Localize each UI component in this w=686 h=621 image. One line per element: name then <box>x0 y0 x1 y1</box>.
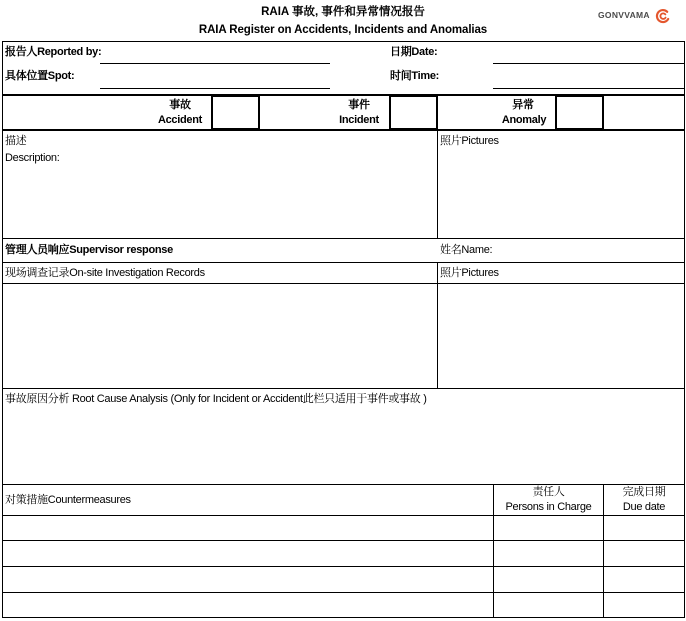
incident-checkbox[interactable] <box>389 96 438 129</box>
horizontal-rule <box>2 129 685 131</box>
countermeasures-label: 对策措施Countermeasures <box>5 494 131 506</box>
vertical-rule <box>437 131 438 238</box>
root-cause-label: 事故原因分析 Root Cause Analysis (Only for Incident or Accident此栏只适用于事件或事故 ) <box>5 393 427 405</box>
persons-in-charge-header-cn: 责任人 <box>532 486 565 498</box>
horizontal-rule <box>2 484 685 485</box>
swirl-logo-icon <box>655 8 671 24</box>
reported-by-label: 报告人Reported by: <box>5 46 102 58</box>
horizontal-rule <box>2 262 685 263</box>
horizontal-rule <box>2 566 685 567</box>
horizontal-rule <box>2 388 685 389</box>
horizontal-rule <box>2 515 685 516</box>
horizontal-rule <box>2 540 685 541</box>
horizontal-rule <box>2 238 685 239</box>
time-label: 时间Time: <box>390 70 440 82</box>
description-pictures-label: 照片Pictures <box>440 135 499 147</box>
supervisor-name-label: 姓名Name: <box>440 244 493 256</box>
horizontal-rule <box>2 283 685 284</box>
persons-in-charge-header-en: Persons in Charge <box>505 501 592 513</box>
anomaly-checkbox[interactable] <box>555 96 604 129</box>
date-label: 日期Date: <box>390 46 438 58</box>
due-date-header-en: Due date <box>622 501 666 513</box>
accident-label-en: Accident <box>157 114 203 126</box>
reported-by-field[interactable] <box>100 50 330 64</box>
horizontal-rule <box>2 592 685 593</box>
anomaly-label-en: Anomaly <box>501 114 547 126</box>
incident-label-en: Incident <box>339 114 379 126</box>
spot-field[interactable] <box>100 75 330 89</box>
time-field[interactable] <box>493 75 684 89</box>
company-logo-text: GONVVAMA <box>598 10 650 20</box>
incident-label-cn: 事件 <box>348 99 370 111</box>
investigation-records-label: 现场调查记录On-site Investigation Records <box>5 267 205 279</box>
spot-label: 具体位置Spot: <box>5 70 75 82</box>
anomaly-label-cn: 异常 <box>512 99 534 111</box>
description-label-en: Description: <box>5 152 60 164</box>
vertical-rule <box>437 262 438 388</box>
form-title-cn: RAIA 事故, 事件和异常情况报告 <box>261 6 425 18</box>
accident-label-cn: 事故 <box>169 99 191 111</box>
investigation-pictures-label: 照片Pictures <box>440 267 499 279</box>
accident-checkbox[interactable] <box>211 96 260 129</box>
due-date-header-cn: 完成日期 <box>622 486 666 498</box>
form-title-en: RAIA Register on Accidents, Incidents and Anomalias <box>198 24 488 36</box>
description-label-cn: 描述 <box>5 135 27 147</box>
date-field[interactable] <box>493 50 684 64</box>
supervisor-response-label: 管理人员响应Supervisor response <box>5 244 173 256</box>
